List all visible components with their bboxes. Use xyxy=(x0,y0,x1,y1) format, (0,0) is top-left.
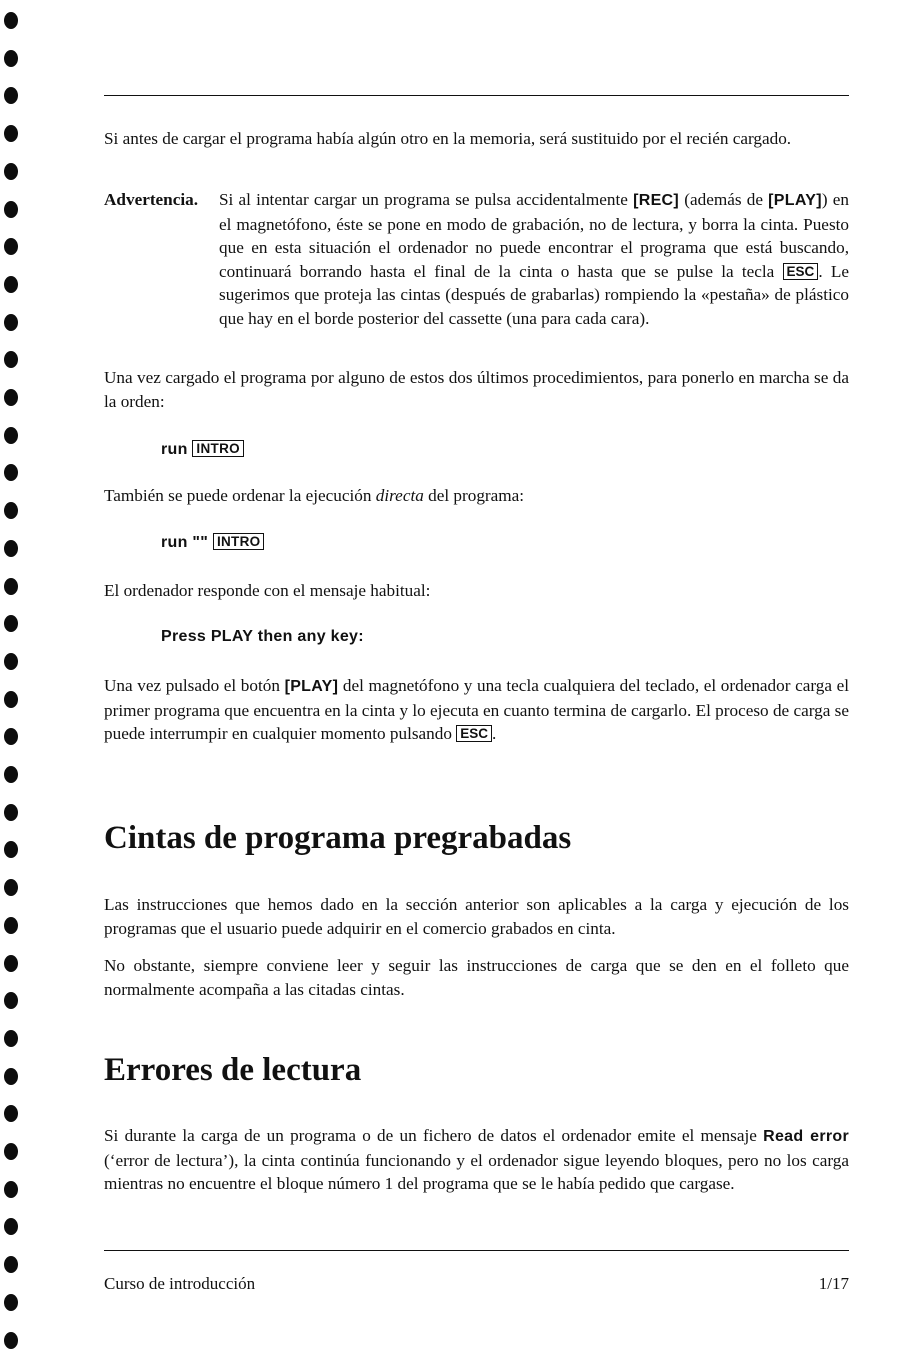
binding-hole xyxy=(4,464,18,481)
binding-hole xyxy=(4,163,18,180)
binding-hole xyxy=(4,917,18,934)
binding-hole xyxy=(4,427,18,444)
binding-hole xyxy=(4,389,18,406)
binding-hole xyxy=(4,578,18,595)
play-key-label: [PLAY] xyxy=(768,192,822,209)
esc-key: ESC xyxy=(456,725,492,742)
read-error-message: Read error xyxy=(763,1128,850,1145)
section-heading-errors: Errores de lectura xyxy=(104,1052,362,1088)
binding-hole xyxy=(4,615,18,632)
binding-hole xyxy=(4,1030,18,1047)
esc-key: ESC xyxy=(783,263,819,280)
binding-hole xyxy=(4,766,18,783)
binding-hole xyxy=(4,1294,18,1311)
binding-hole xyxy=(4,1143,18,1160)
intro-key: INTRO xyxy=(213,533,265,550)
binding-hole xyxy=(4,1181,18,1198)
prerecorded-paragraph-2: No obstante, siempre conviene leer y seguir las instrucciones de carga que se den en el folleto que normalmente acompaña a las citadas cintas. xyxy=(104,956,849,999)
intro-paragraph: Si antes de cargar el programa había algún otro en la memoria, será sustituido por el recién cargado. xyxy=(104,129,792,148)
binding-hole xyxy=(4,351,18,368)
header-rule xyxy=(104,95,849,96)
warning-paragraph: Si al intentar cargar un programa se pulsa accidentalmente [REC] (además de [PLAY]) en el magnetófono, éste se pone en modo de grabación, no de lectura, y borra la cinta. Puesto que en esta situación el ordenador no puede encontrar el programa que está buscando, continuará borrando hasta el final de la cinta o hasta que se pulse la tecla ESC . Le sugerimos que proteja las cintas (después de grabarlas) rompiendo la «pestaña» de plástico que hay en el borde posterior del cassette (una para cada cara). xyxy=(219,190,850,328)
binding-hole xyxy=(4,955,18,972)
binding-hole xyxy=(4,691,18,708)
code-run-intro: run INTRO xyxy=(161,439,244,461)
binding-hole xyxy=(4,804,18,821)
binding-hole xyxy=(4,50,18,67)
binding-holes xyxy=(0,0,24,1334)
binding-hole xyxy=(4,502,18,519)
code-press-play: Press PLAY then any key: xyxy=(161,628,364,645)
direct-paragraph: También se puede ordenar la ejecución directa del programa: xyxy=(104,486,525,505)
run-paragraph: Una vez cargado el programa por alguno de estos dos últimos procedimientos, para ponerlo en marcha se da la orden: xyxy=(104,368,849,411)
code-run-direct: run "" INTRO xyxy=(161,532,264,554)
binding-hole xyxy=(4,653,18,670)
footer-rule xyxy=(104,1250,849,1251)
binding-hole xyxy=(4,540,18,557)
binding-hole xyxy=(4,992,18,1009)
play-paragraph: Una vez pulsado el botón [PLAY] del magnetófono y una tecla cualquiera del teclado, el ordenador carga el primer programa que encuentra en la cinta y lo ejecuta en cuanto termina de cargarlo. El proceso de carga se puede interrumpir en cualquier momento pulsando ESC . xyxy=(104,676,849,743)
binding-hole xyxy=(4,87,18,104)
binding-hole xyxy=(4,841,18,858)
intro-key: INTRO xyxy=(192,440,244,457)
binding-hole xyxy=(4,125,18,142)
errors-paragraph: Si durante la carga de un programa o de un fichero de datos el ordenador emite el mensaje Read error (‘error de lectura’), la cinta continúa funcionando y el ordenador sigue leyendo bloques, pero no los carga mientras no encuentre el bloque número 1 del programa que se le había pedido que cargase. xyxy=(104,1126,850,1193)
play-key-label: [PLAY] xyxy=(284,678,339,695)
rec-key-label: [REC] xyxy=(633,192,680,209)
response-paragraph: El ordenador responde con el mensaje habitual: xyxy=(104,581,431,600)
binding-hole xyxy=(4,1332,18,1349)
binding-hole xyxy=(4,879,18,896)
prerecorded-paragraph-1: Las instrucciones que hemos dado en la sección anterior son aplicables a la carga y ejecución de los programas que el usuario puede adquirir en el comercio grabados en cinta. xyxy=(104,895,849,938)
binding-hole xyxy=(4,1068,18,1085)
binding-hole xyxy=(4,12,18,29)
binding-hole xyxy=(4,1256,18,1273)
binding-hole xyxy=(4,276,18,293)
binding-hole xyxy=(4,314,18,331)
binding-hole xyxy=(4,238,18,255)
warning-label: Advertencia. xyxy=(104,190,199,209)
footer-title: Curso de introducción xyxy=(104,1274,256,1293)
binding-hole xyxy=(4,728,18,745)
binding-hole xyxy=(4,1105,18,1122)
binding-hole xyxy=(4,201,18,218)
binding-hole xyxy=(4,1218,18,1235)
page-number: 1/17 xyxy=(818,1274,849,1293)
section-heading-prerecorded: Cintas de programa pregrabadas xyxy=(104,820,572,856)
